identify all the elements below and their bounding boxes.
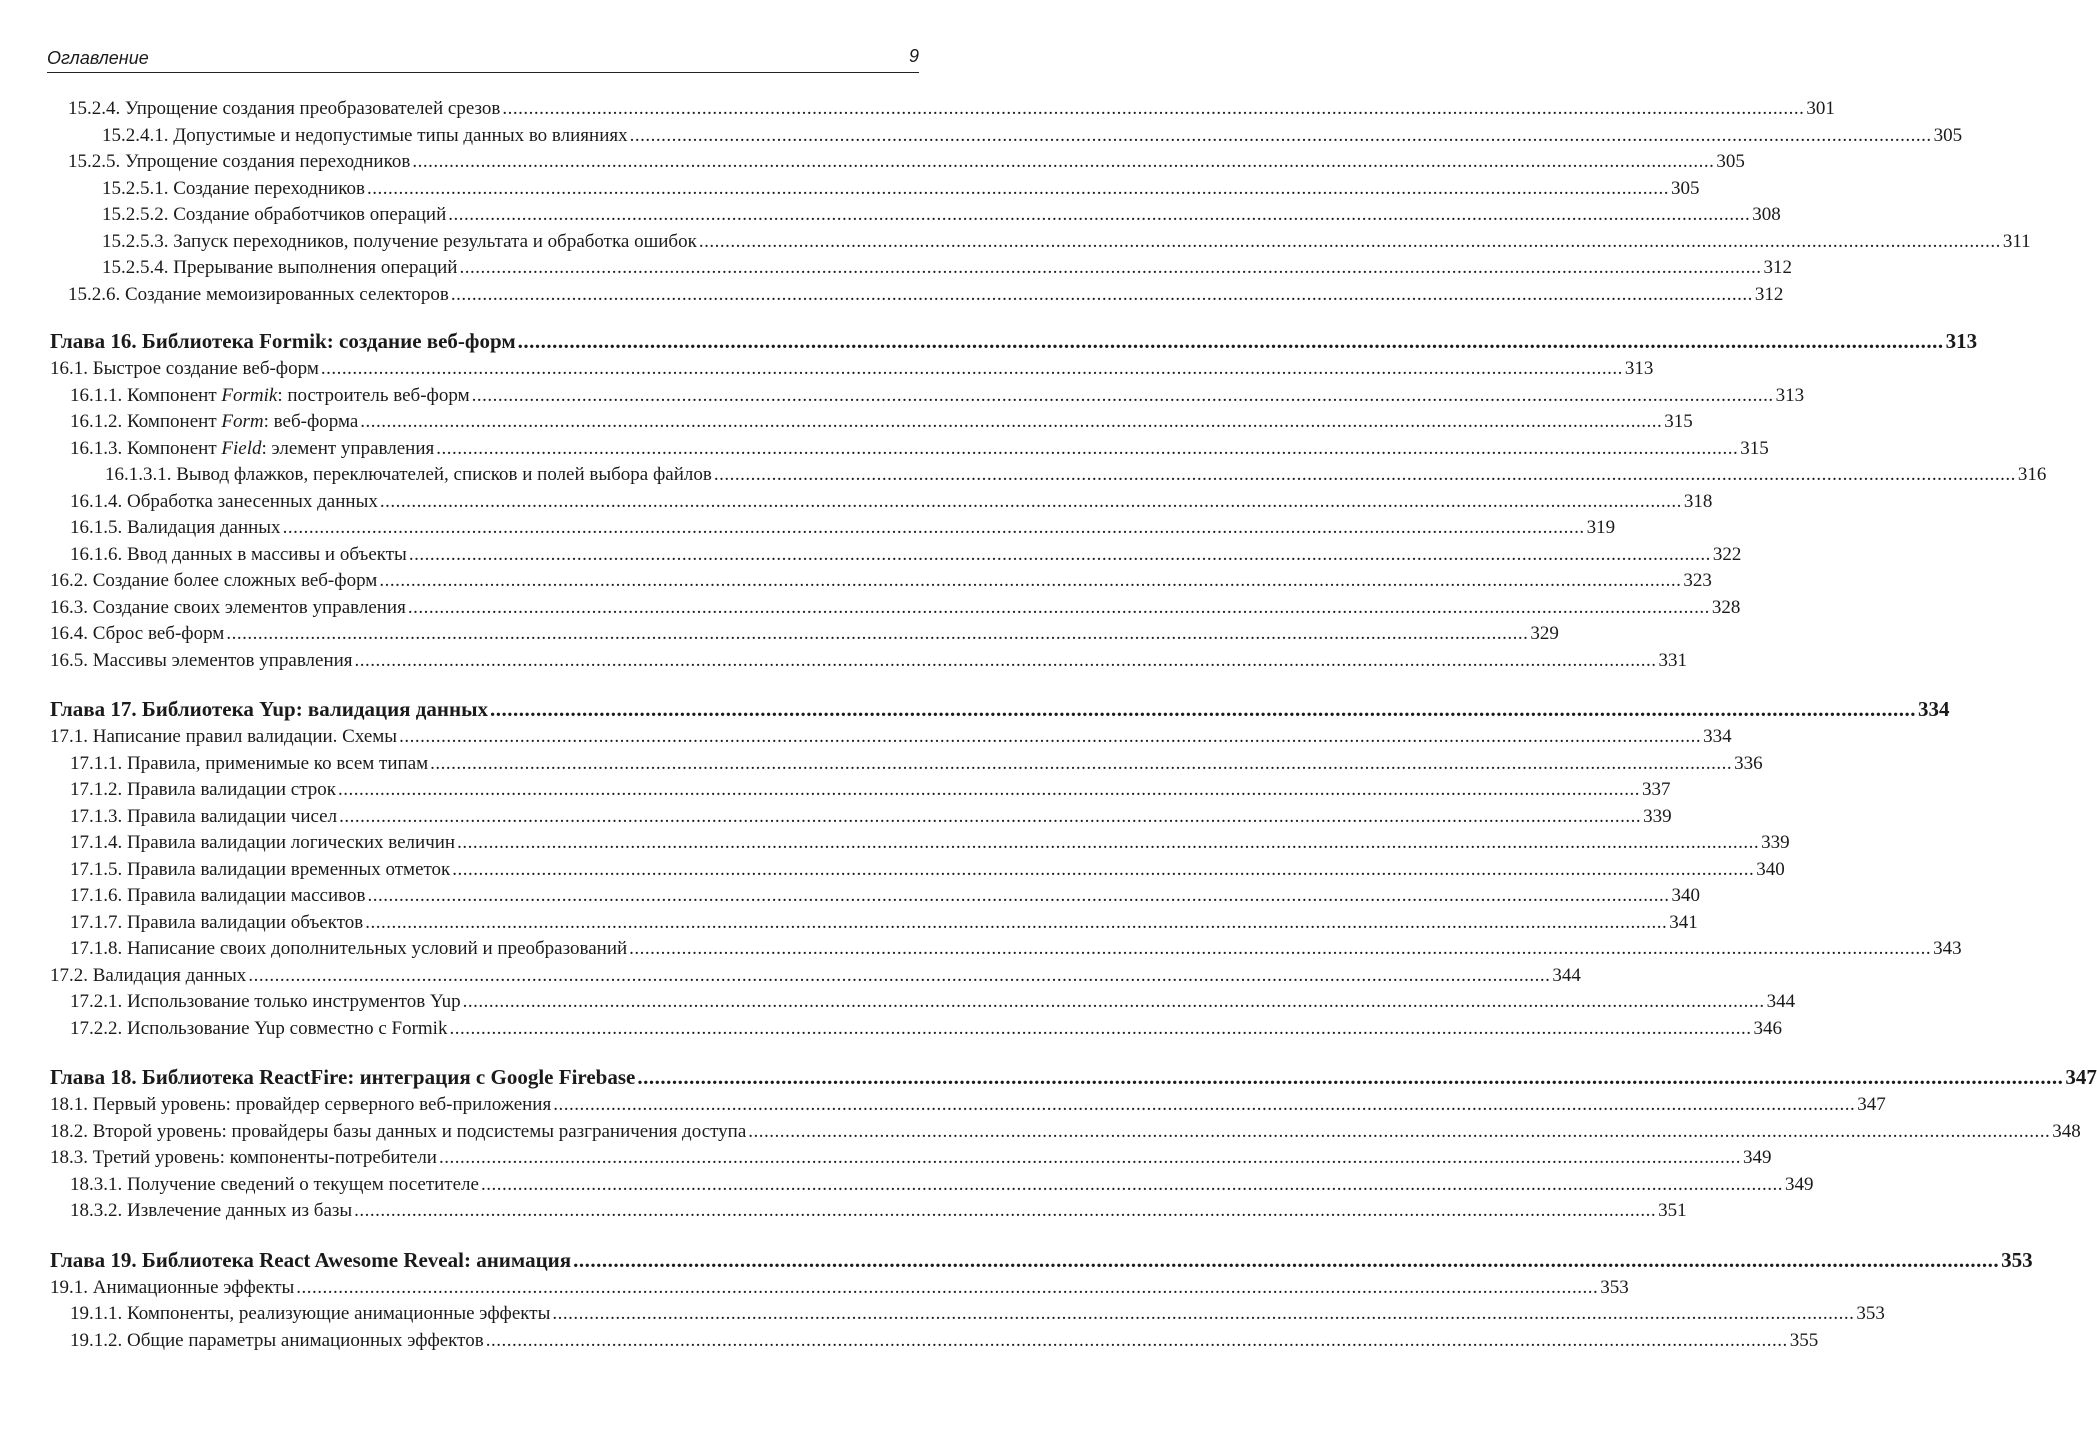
entry-page-number: 343 <box>1933 938 1962 959</box>
entry-number: 18.1. <box>50 1094 88 1115</box>
dot-leader <box>283 515 1585 542</box>
dot-leader <box>630 123 1932 150</box>
chapter-page-number: 313 <box>1945 329 1978 353</box>
entry-page-number: 305 <box>1716 151 1745 172</box>
entry-title <box>70 1198 352 1225</box>
dot-leader <box>412 149 1714 176</box>
chapter-page-number: 334 <box>1918 697 1950 721</box>
entry-page-number: 316 <box>2017 464 2047 485</box>
entry-text: Получение сведений о текущем посетителе <box>127 1173 479 1195</box>
entry-page-number: 331 <box>1658 649 1688 671</box>
entry-page-number: 323 <box>1683 570 1712 591</box>
entry-text-rest: : построитель веб-форм <box>277 384 470 406</box>
entry-number: 16.1.2. <box>70 411 123 432</box>
dot-leader <box>409 542 1711 569</box>
entry-title <box>70 489 378 516</box>
entry-title <box>50 1119 746 1146</box>
entry-page-number: 313 <box>1775 384 1805 406</box>
dot-leader <box>339 804 1641 831</box>
entry-text: Первый уровень: провайдер серверного веб-приложения <box>92 1094 552 1115</box>
entry-text: Компонент <box>127 437 222 459</box>
running-head-title: Оглавление <box>47 48 149 68</box>
dot-leader <box>748 1119 2050 1146</box>
dot-leader <box>448 202 1750 229</box>
entry-text: Третий уровень: компоненты-потребители <box>92 1147 437 1168</box>
table-of-contents <box>50 96 2097 1354</box>
entry-number: 18.3.2. <box>70 1200 123 1221</box>
entry-page-number: 308 <box>1752 204 1781 225</box>
entry-number: 15.2.5.4. <box>102 257 169 278</box>
entry-page-number: 301 <box>1806 98 1835 119</box>
entry-title <box>70 383 470 410</box>
dot-leader <box>360 409 1662 436</box>
entry-title <box>50 724 397 751</box>
entry-title <box>70 804 337 831</box>
entry-page-number: 341 <box>1669 911 1698 933</box>
entry-title <box>70 542 407 569</box>
entry-text: Создание более сложных веб-форм <box>92 570 378 591</box>
dot-leader <box>699 229 2001 256</box>
entry-text-emphasis: Formik <box>221 384 278 406</box>
entry-title <box>70 515 281 542</box>
dot-leader <box>365 910 1667 937</box>
entry-page-number: 344 <box>1766 991 1796 1012</box>
entry-title <box>68 149 410 176</box>
entry-title <box>102 255 457 282</box>
entry-number: 17.1.7. <box>70 911 123 933</box>
entry-number: 16.1.1. <box>70 384 123 406</box>
entry-text: Правила валидации массивов <box>127 885 366 906</box>
entry-text: Сброс веб-форм <box>92 623 225 644</box>
entry-number: 15.2.4.1. <box>102 124 169 146</box>
dot-leader <box>436 436 1738 463</box>
toc-entry-row[interactable] <box>50 568 1712 595</box>
entry-text: Создание обработчиков операций <box>173 204 447 225</box>
dot-leader <box>338 777 1640 804</box>
entry-page-number: 305 <box>1933 124 1963 146</box>
entry-title <box>50 356 319 383</box>
entry-number: 16.4. <box>50 623 88 644</box>
entry-text-rest: : веб-форма <box>263 411 359 432</box>
entry-title <box>70 1301 550 1328</box>
entry-page-number: 329 <box>1530 623 1559 644</box>
entry-number: 16.2. <box>50 570 88 591</box>
entry-page-number: 312 <box>1763 257 1792 278</box>
entry-title <box>50 621 224 648</box>
entry-page-number: 339 <box>1643 805 1672 827</box>
entry-text: Быстрое создание веб-форм <box>92 358 319 379</box>
toc-entry-row[interactable] <box>50 1092 1886 1119</box>
entry-title <box>70 857 450 884</box>
entry-text: Извлечение данных из базы <box>127 1200 353 1221</box>
toc-chapter-row[interactable] <box>50 694 1950 724</box>
entry-title <box>70 409 358 436</box>
entry-title <box>50 963 246 990</box>
dot-leader <box>380 489 1682 516</box>
entry-text: Массивы элементов управления <box>92 649 353 671</box>
toc-entry-row[interactable] <box>50 202 1781 229</box>
dot-leader <box>553 1092 1855 1119</box>
dot-leader <box>502 96 1804 123</box>
toc-chapter-row[interactable] <box>50 1062 2097 1092</box>
entry-text: Общие параметры анимационных эффектов <box>127 1329 484 1351</box>
entry-number: 16.1.5. <box>70 517 123 538</box>
entry-text: Ввод данных в массивы и объекты <box>127 543 407 565</box>
dot-leader <box>354 1198 1656 1225</box>
toc-entry-row[interactable] <box>50 830 1790 857</box>
entry-number: 16.3. <box>50 596 88 618</box>
entry-number: 16.1.3. <box>70 437 123 459</box>
entry-text: Использование только инструментов Yup <box>127 991 461 1012</box>
toc-entry-row[interactable] <box>50 176 1700 203</box>
entry-title <box>102 123 628 150</box>
entry-title <box>102 229 697 256</box>
toc-entry-row[interactable] <box>50 123 1963 150</box>
toc-entry-row[interactable] <box>50 229 2031 256</box>
toc-entry-row[interactable] <box>50 857 1785 884</box>
entry-text: Допустимые и недопустимые типы данных во влияниях <box>173 124 628 146</box>
entry-number: 17.2. <box>50 964 88 986</box>
entry-number: 17.2.2. <box>70 1017 123 1039</box>
entry-number: 17.2.1. <box>70 991 123 1012</box>
entry-text: Валидация данных <box>127 517 281 538</box>
chapter-page-number: 347 <box>2065 1065 2097 1089</box>
entry-title <box>50 1145 437 1172</box>
entry-title <box>68 96 500 123</box>
entry-title <box>50 1275 294 1302</box>
entry-number: 16.1.4. <box>70 490 123 512</box>
toc-entry-row[interactable] <box>50 515 1616 542</box>
entry-text: Обработка занесенных данных <box>127 490 378 512</box>
toc-entry-row[interactable] <box>50 356 1654 383</box>
entry-number: 17.1.1. <box>70 752 123 774</box>
entry-page-number: 319 <box>1586 517 1616 538</box>
toc-entry-row[interactable] <box>50 1301 1885 1328</box>
entry-text: Прерывание выполнения операций <box>173 257 458 278</box>
chapter-page-number: 353 <box>2001 1247 2033 1272</box>
entry-text: Правила, применимые ко всем типам <box>127 752 429 774</box>
dot-leader <box>637 1062 2063 1092</box>
entry-page-number: 351 <box>1658 1200 1687 1221</box>
entry-title <box>70 830 455 857</box>
entry-title <box>50 1092 551 1119</box>
entry-page-number: 315 <box>1740 437 1769 459</box>
entry-title <box>70 1328 484 1355</box>
dot-leader <box>248 963 1550 990</box>
entry-page-number: 322 <box>1712 543 1742 565</box>
dot-leader <box>355 648 1657 675</box>
entry-text: Компонент <box>127 384 222 406</box>
dot-leader <box>449 1016 1751 1043</box>
entry-page-number: 313 <box>1624 358 1654 379</box>
dot-leader <box>629 936 1931 963</box>
toc-entry-row[interactable] <box>50 963 1581 990</box>
entry-title <box>70 751 428 778</box>
dot-leader <box>552 1301 1854 1328</box>
entry-page-number: 340 <box>1671 885 1700 906</box>
entry-number: 19.1. <box>50 1276 88 1298</box>
entry-text-emphasis: Form <box>221 411 264 432</box>
dot-leader <box>379 568 1681 595</box>
entry-number: 15.2.5.2. <box>102 204 169 225</box>
toc-entry-row[interactable] <box>50 804 1672 831</box>
entry-number: 19.1.2. <box>70 1329 123 1351</box>
dot-leader <box>408 595 1710 622</box>
entry-page-number: 336 <box>1734 752 1763 774</box>
entry-title <box>70 989 461 1016</box>
entry-number: 16.5. <box>50 649 88 671</box>
dot-leader <box>486 1328 1788 1355</box>
entry-number: 15.2.4. <box>68 98 121 119</box>
toc-entry-row[interactable] <box>50 1328 1819 1355</box>
entry-number: 18.3.1. <box>70 1173 123 1195</box>
entry-title <box>70 1016 447 1043</box>
entry-page-number: 353 <box>1600 1276 1629 1298</box>
entry-number: 17.1. <box>50 726 88 747</box>
entry-title <box>102 202 446 229</box>
entry-text: Упрощение создания преобразователей срезов <box>125 98 501 119</box>
dot-leader <box>399 724 1701 751</box>
entry-text: Создание мемоизированных селекторов <box>125 283 449 305</box>
entry-page-number: 328 <box>1711 596 1741 618</box>
entry-text-emphasis: Field <box>221 437 262 459</box>
entry-number: 17.1.2. <box>70 779 123 800</box>
toc-entry-row[interactable] <box>50 436 1769 463</box>
toc-entry-row[interactable] <box>50 1119 2081 1146</box>
toc-entry-row[interactable] <box>50 1198 1687 1225</box>
dot-leader <box>518 326 1944 356</box>
chapter-title: Глава 17. Библиотека Yup: валидация данных <box>50 697 488 721</box>
dot-leader <box>367 883 1669 910</box>
page-number: 9 <box>908 46 919 66</box>
toc-entry-row[interactable] <box>50 1145 1772 1172</box>
entry-page-number: 344 <box>1552 964 1581 986</box>
toc-entry-row[interactable] <box>50 724 1732 751</box>
toc-entry-row[interactable] <box>50 409 1693 436</box>
entry-text: Правила валидации логических величин <box>127 832 456 853</box>
entry-page-number: 340 <box>1756 858 1785 880</box>
dot-leader <box>439 1145 1741 1172</box>
entry-text: Компоненты, реализующие анимационные эффекты <box>127 1303 551 1324</box>
toc-entry-row[interactable] <box>50 383 1805 410</box>
entry-number: 15.2.5.1. <box>102 177 169 199</box>
entry-number: 16.1. <box>50 358 88 379</box>
entry-title <box>68 282 449 309</box>
entry-title <box>70 936 627 963</box>
dot-leader <box>367 176 1669 203</box>
entry-title <box>50 568 377 595</box>
dot-leader <box>573 1245 1999 1275</box>
entry-title <box>70 436 434 463</box>
toc-chapter-row[interactable] <box>50 326 1978 356</box>
entry-number: 17.1.4. <box>70 832 123 853</box>
entry-title <box>50 648 353 675</box>
entry-number: 15.2.5.3. <box>102 230 169 252</box>
dot-leader <box>472 383 1774 410</box>
toc-entry-row[interactable] <box>50 542 1742 569</box>
toc-entry-row[interactable] <box>50 489 1713 516</box>
entry-number: 15.2.5. <box>68 151 121 172</box>
toc-chapter-row[interactable] <box>50 1245 2033 1275</box>
chapter-title: Глава 16. Библиотека Formik: создание веб-форм <box>50 329 516 353</box>
entry-number: 18.3. <box>50 1147 88 1168</box>
entry-page-number: 312 <box>1754 283 1784 305</box>
entry-number: 15.2.6. <box>68 283 121 305</box>
dot-leader <box>490 694 1916 724</box>
dot-leader <box>714 462 2016 489</box>
entry-text: Упрощение создания переходников <box>125 151 411 172</box>
entry-page-number: 305 <box>1670 177 1700 199</box>
entry-number: 17.1.3. <box>70 805 123 827</box>
entry-number: 16.1.6. <box>70 543 123 565</box>
entry-number: 16.1.3.1. <box>105 464 172 485</box>
entry-title <box>70 910 363 937</box>
dot-leader <box>452 857 1754 884</box>
entry-number: 17.1.8. <box>70 938 123 959</box>
entry-text: Создание своих элементов управления <box>92 596 406 618</box>
toc-entry-row[interactable] <box>50 751 1763 778</box>
entry-page-number: 347 <box>1857 1094 1886 1115</box>
entry-text: Написание своих дополнительных условий и преобразований <box>127 938 628 959</box>
entry-number: 17.1.5. <box>70 858 123 880</box>
toc-entry-row[interactable] <box>50 1275 1629 1302</box>
entry-title <box>70 1172 479 1199</box>
entry-number: 18.2. <box>50 1120 88 1142</box>
toc-entry-row[interactable] <box>50 1016 1782 1043</box>
toc-entry-row[interactable] <box>50 1172 1814 1199</box>
toc-entry-row[interactable] <box>50 621 1559 648</box>
entry-text: Компонент <box>127 411 222 432</box>
entry-page-number: 348 <box>2052 1120 2081 1142</box>
toc-entry-row[interactable] <box>50 910 1698 937</box>
toc-entry-row[interactable] <box>50 883 1700 910</box>
entry-text: Запуск переходников, получение результата и обработка ошибок <box>173 230 697 252</box>
entry-page-number: 318 <box>1683 490 1713 512</box>
entry-page-number: 346 <box>1753 1017 1782 1039</box>
entry-page-number: 337 <box>1641 779 1671 800</box>
toc-entry-row[interactable] <box>50 255 1792 282</box>
dot-leader <box>430 751 1732 778</box>
entry-title <box>50 595 406 622</box>
entry-text: Валидация данных <box>92 964 247 986</box>
toc-entry-row[interactable] <box>50 936 1962 963</box>
entry-text: Правила валидации чисел <box>127 805 338 827</box>
entry-text: Вывод флажков, переключателей, списков и полей выбора файлов <box>176 464 712 485</box>
entry-title <box>70 777 336 804</box>
dot-leader <box>451 282 1753 309</box>
dot-leader <box>481 1172 1783 1199</box>
entry-number: 17.1.6. <box>70 885 123 906</box>
running-head <box>47 44 919 73</box>
entry-page-number: 315 <box>1664 411 1693 432</box>
entry-title <box>105 462 712 489</box>
entry-page-number: 339 <box>1761 832 1790 853</box>
entry-text: Написание правил валидации. Схемы <box>92 726 398 747</box>
entry-text: Анимационные эффекты <box>92 1276 295 1298</box>
entry-text: Второй уровень: провайдеры базы данных и подсистемы разграничения доступа <box>92 1120 747 1142</box>
entry-text: Правила валидации временных отметок <box>127 858 451 880</box>
entry-text: Правила валидации объектов <box>127 911 364 933</box>
toc-entry-row[interactable] <box>50 989 1796 1016</box>
entry-page-number: 355 <box>1789 1329 1819 1351</box>
dot-leader <box>321 356 1623 383</box>
toc-entry-row[interactable] <box>50 595 1741 622</box>
entry-text-rest: : элемент управления <box>261 437 435 459</box>
chapter-title: Глава 18. Библиотека ReactFire: интеграция с Google Firebase <box>50 1065 636 1089</box>
toc-entry-row[interactable] <box>50 282 1784 309</box>
toc-entry-row[interactable] <box>50 96 1835 123</box>
entry-text: Использование Yup совместно с Formik <box>127 1017 448 1039</box>
entry-title <box>70 883 365 910</box>
dot-leader <box>226 621 1528 648</box>
entry-page-number: 334 <box>1703 726 1732 747</box>
toc-entry-row[interactable] <box>50 149 1745 176</box>
toc-entry-row[interactable] <box>50 462 2047 489</box>
entry-page-number: 311 <box>2002 230 2031 252</box>
entry-page-number: 349 <box>1784 1173 1814 1195</box>
entry-page-number: 353 <box>1856 1303 1885 1324</box>
entry-text: Создание переходников <box>173 177 365 199</box>
chapter-title: Глава 19. Библиотека React Awesome Reveal: анимация <box>50 1247 572 1272</box>
dot-leader <box>463 989 1765 1016</box>
dot-leader <box>296 1275 1598 1302</box>
toc-entry-row[interactable] <box>50 648 1688 675</box>
entry-number: 19.1.1. <box>70 1303 123 1324</box>
entry-text: Правила валидации строк <box>127 779 336 800</box>
dot-leader <box>459 255 1761 282</box>
dot-leader <box>457 830 1759 857</box>
entry-page-number: 349 <box>1742 1147 1772 1168</box>
toc-entry-row[interactable] <box>50 777 1671 804</box>
entry-title <box>102 176 365 203</box>
